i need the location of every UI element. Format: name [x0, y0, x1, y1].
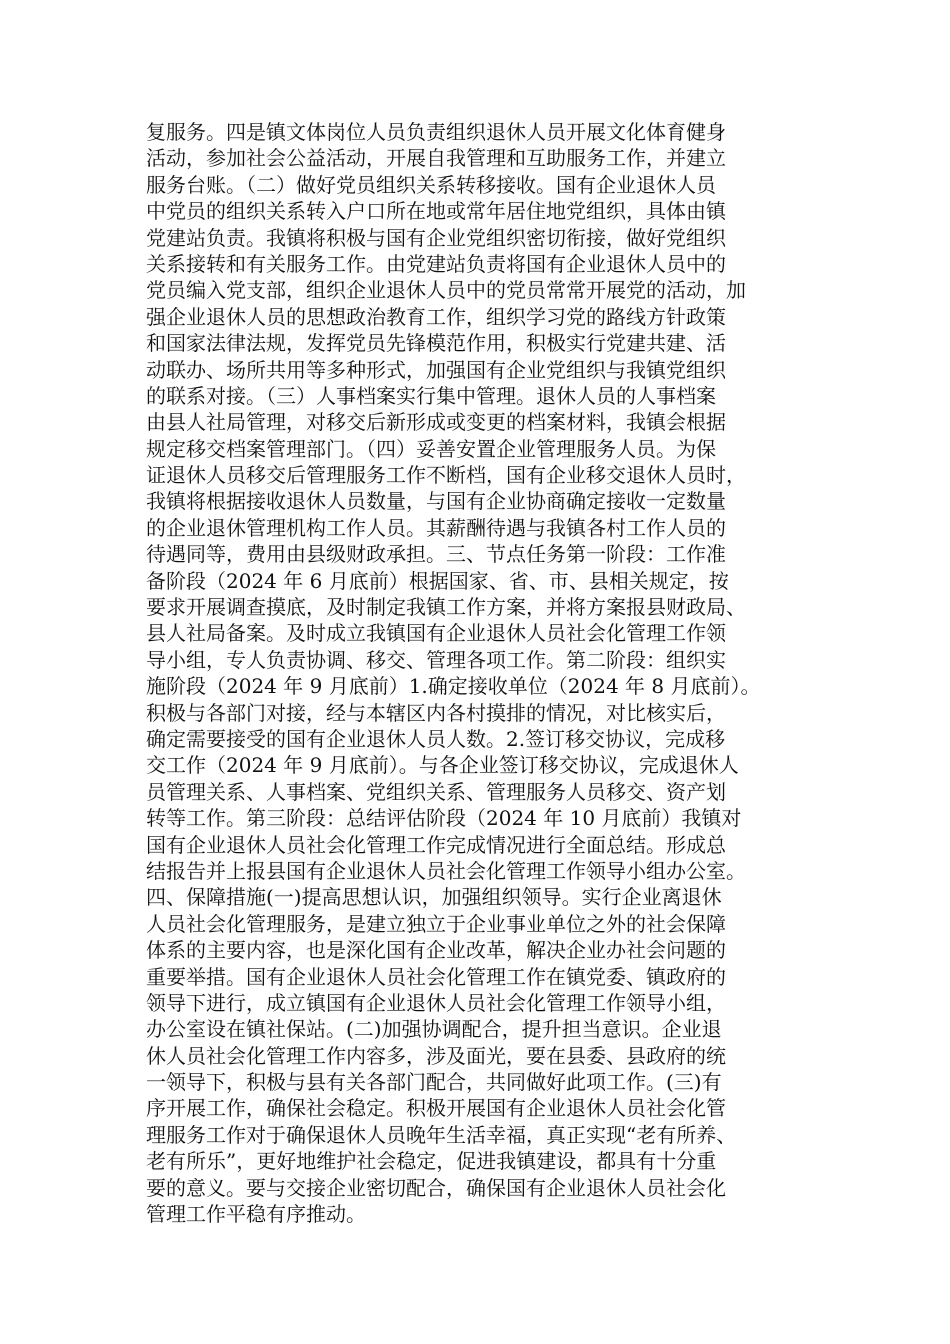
body-text [146, 119, 826, 1227]
text-line: 复服务。四是镇文体岗位人员负责组织退休人员开展文化体育健身 [146, 120, 726, 144]
text-line: 序开展工作，确保社会稳定。积极开展国有企业退休人员社会化管 [146, 1096, 726, 1121]
text-line: 县人社局备案。及时成立我镇国有企业退休人员社会化管理工作领 [146, 621, 726, 646]
text-line: 国有企业退休人员社会化管理工作完成情况进行全面总结。形成总 [146, 832, 726, 857]
text-line: 办公室设在镇社保站。(二)加强协调配合，提升担当意识。企业退 [146, 1017, 722, 1042]
text-line: 动联办、场所共用等多种形式，加强国有企业党组织与我镇党组织 [146, 357, 726, 382]
text-line: 转等工作。第三阶段：总结评估阶段（2024 年 10 月底前）我镇对 [146, 806, 742, 831]
text-line: 中党员的组织关系转入户口所在地或常年居住地党组织，具体由镇 [146, 199, 726, 224]
text-line: 理服务工作对于确保退休人员晚年生活幸福，真正实现“老有所养、 [146, 1122, 737, 1147]
text-line: 强企业退休人员的思想政治教育工作，组织学习党的路线方针政策 [146, 304, 726, 329]
text-line: 规定移交档案管理部门。（四）妥善安置企业管理服务人员。为保 [146, 436, 716, 461]
text-line: 积极与各部门对接，经与本辖区内各村摸排的情况，对比核实后， [146, 700, 726, 725]
text-line: 党员编入党支部，组织企业退休人员中的党员常常开展党的活动，加 [146, 278, 746, 303]
text-line: 结报告并上报县国有企业退休人员社会化管理工作领导小组办公室。 [146, 858, 746, 883]
text-line: 证退休人员移交后管理服务工作不断档，国有企业移交退休人员时， [146, 463, 746, 488]
text-line: 备阶段（2024 年 6 月底前）根据国家、省、市、县相关规定，按 [146, 568, 729, 593]
text-line: 我镇将根据接收退休人员数量，与国有企业协商确定接收一定数量 [146, 489, 726, 514]
text-line: 活动，参加社会公益活动，开展自我管理和互助服务工作，并建立 [146, 146, 726, 171]
text-line: 重要举措。国有企业退休人员社会化管理工作在镇党委、镇政府的 [146, 964, 726, 989]
text-line: 休人员社会化管理工作内容多，涉及面光，要在县委、县政府的统 [146, 1043, 726, 1068]
text-line: 和国家法律法规，发挥党员先锋模范作用，积极实行党建共建、活 [146, 331, 726, 356]
text-line: 由县人社局管理，对移交后新形成或变更的档案材料，我镇会根据 [146, 410, 726, 435]
text-line: 施阶段（2024 年 9 月底前）1.确定接收单位（2024 年 8 月底前）。 [146, 674, 761, 699]
text-line: 关系接转和有关服务工作。由党建站负责将国有企业退休人员中的 [146, 251, 726, 276]
text-line: 四、保障措施(一)提高思想认识，加强组织领导。实行企业离退休 [146, 885, 722, 910]
text-line: 员管理关系、人事档案、党组织关系、管理服务人员移交、资产划 [146, 779, 726, 804]
text-line: 要求开展调查摸底，及时制定我镇工作方案，并将方案报县财政局、 [146, 595, 746, 620]
text-line: 的联系对接。（三）人事档案实行集中管理。退休人员的人事档案 [146, 383, 716, 408]
text-line: 领导下进行，成立镇国有企业退休人员社会化管理工作领导小组， [146, 990, 726, 1015]
text-line: 待遇同等，费用由县级财政承担。三、节点任务第一阶段：工作准 [146, 542, 726, 567]
text-line: 要的意义。要与交接企业密切配合，确保国有企业退休人员社会化 [146, 1175, 726, 1200]
text-line: 确定需要接受的国有企业退休人员人数。2.签订移交协议，完成移 [146, 726, 726, 751]
text-line: 党建站负责。我镇将积极与国有企业党组织密切衔接，做好党组织 [146, 225, 726, 250]
text-line: 管理工作平稳有序推动。 [146, 1202, 366, 1227]
text-line: 体系的主要内容，也是深化国有企业改革，解决企业办社会问题的 [146, 938, 726, 963]
text-line: 老有所乐”，更好地维护社会稳定，促进我镇建设，都具有十分重 [146, 1149, 717, 1174]
text-line: 交工作（2024 年 9 月底前）。与各企业签订移交协议，完成退休人 [146, 753, 739, 778]
text-line: 的企业退休管理机构工作人员。其薪酬待遇与我镇各村工作人员的 [146, 515, 726, 540]
text-line: 一领导下，积极与县有关各部门配合，共同做好此项工作。(三)有 [146, 1070, 722, 1095]
text-line: 服务台账。（二）做好党员组织关系转移接收。国有企业退休人员 [146, 172, 716, 197]
text-line: 人员社会化管理服务，是建立独立于企业事业单位之外的社会保障 [146, 911, 726, 936]
text-line: 导小组，专人负责协调、移交、管理各项工作。第二阶段：组织实 [146, 647, 726, 672]
